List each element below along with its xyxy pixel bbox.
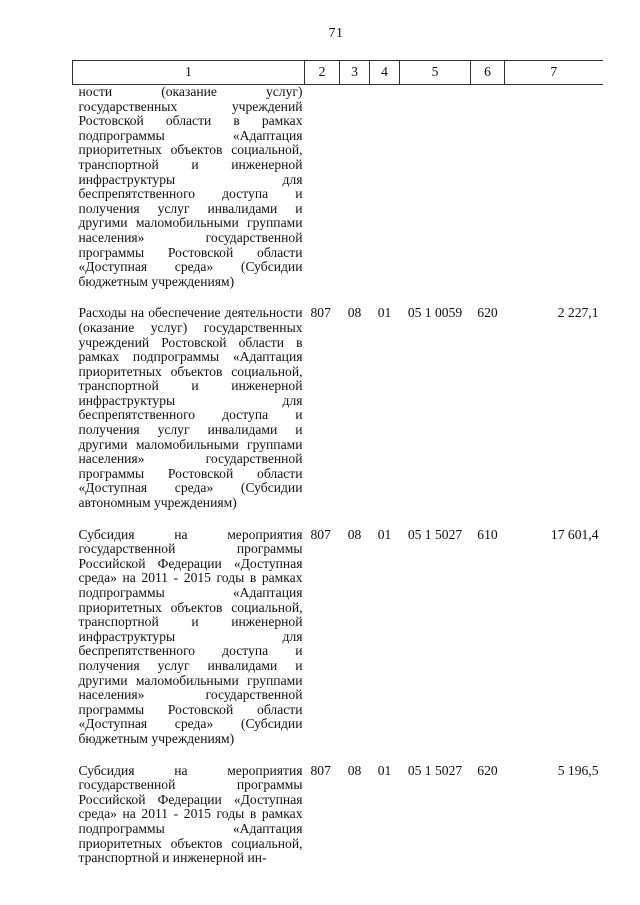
row-description: Субсидия на мероприятия государственной программы Российской Федерации «Доступная среда» на 2011 - 2015 годы в рамках подпрограммы «Адаптация приоритетных объектов социальной, транспортной и инженерной ин-: [78, 762, 303, 866]
header-col-3: 3: [340, 61, 370, 85]
row-description: ности (оказание услуг) государственных учреждений Ростовской области в рамках подпрограммы «Адаптация приоритетных объектов социальной, транспортной и инженерной инфраструктуры для беспрепятственного доступа и получения услуг инвалидами и другими маломобильными группами населения» государственной программы Ростовской области «Доступная среда» (Субсидии бюджетным учреждениям): [78, 84, 303, 289]
row-amount: 2 227,1: [557, 305, 599, 321]
row-section-code: [340, 85, 370, 307]
header-col-4: 4: [370, 61, 400, 85]
row-target-code: 05 1 0059: [407, 305, 463, 321]
row-section-code: 08: [347, 762, 362, 778]
row-subsection-code: [370, 85, 400, 307]
table-row: [73, 764, 603, 883]
row-section-code: 08: [347, 526, 362, 542]
row-target-code: 05 1 5027: [407, 762, 463, 778]
header-col-5: 5: [400, 61, 471, 85]
row-description: Расходы на обеспечение деятельности (оказание услуг) государственных учреждений Ростовской области в рамках подпрограммы «Адаптация приоритетных объектов социальной, транспортной и инженерной инфраструктуры для беспрепятственного доступа и получения услуг инвалидами и другими маломобильными группами населения» государственной программы Ростовской области «Доступная среда» (Субсидии автономным учреждениям): [78, 305, 303, 511]
row-kind-code: 610: [477, 526, 498, 542]
row-subsection-code: 01: [377, 526, 392, 542]
row-description: Субсидия на мероприятия государственной программы Российской Федерации «Доступная среда» на 2011 - 2015 годы в рамках подпрограммы «Адаптация приоритетных объектов социальной, транспортной и инженерной инфраструктуры для беспрепятственного доступа и получения услуг инвалидами и другими маломобильными группами населения» государственной программы Ростовской области «Доступная среда» (Субсидии бюджетным учреждениям): [78, 526, 303, 746]
table-body: [73, 85, 603, 883]
table-row: [73, 85, 603, 307]
row-target-code: 05 1 5027: [407, 526, 463, 542]
row-subsection-code: 01: [377, 305, 392, 321]
header-col-7: 7: [505, 61, 603, 85]
row-section-code: 08: [347, 305, 362, 321]
header-col-2: 2: [305, 61, 340, 85]
row-target-code: [400, 85, 471, 307]
header-col-1: 1: [73, 61, 305, 85]
row-amount: 5 196,5: [557, 762, 599, 778]
row-kind-code: 620: [477, 305, 498, 321]
header-col-6: 6: [471, 61, 505, 85]
table-header: [73, 61, 603, 85]
row-ministry-code: 807: [310, 526, 331, 542]
table-row: [73, 528, 603, 764]
row-kind-code: 620: [477, 762, 498, 778]
row-subsection-code: 01: [377, 762, 392, 778]
row-kind-code: [471, 85, 505, 307]
page-number: 71: [328, 26, 344, 41]
header-row: [73, 61, 603, 85]
budget-table: [72, 60, 603, 883]
table-row: [73, 306, 603, 527]
row-amount: 17 601,4: [550, 526, 599, 542]
row-amount: [505, 85, 603, 307]
row-ministry-code: [305, 85, 340, 307]
row-ministry-code: 807: [310, 305, 331, 321]
row-ministry-code: 807: [310, 762, 331, 778]
